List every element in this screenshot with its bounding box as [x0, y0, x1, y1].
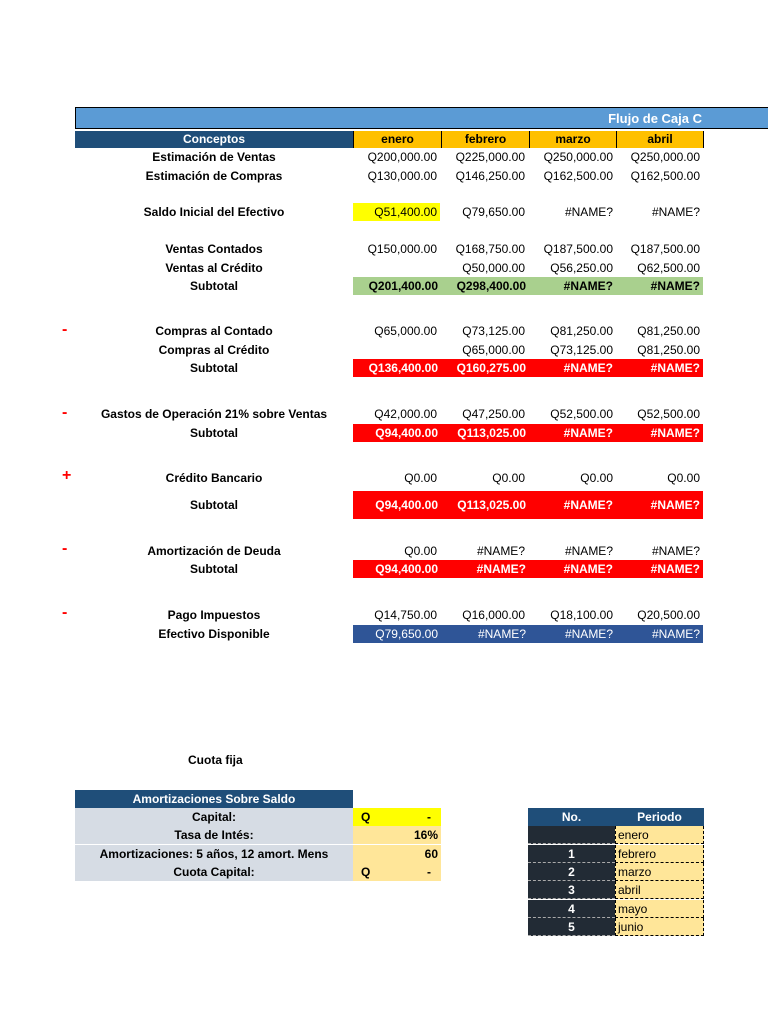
cell-subtotal[interactable]: #NAME? [616, 491, 703, 519]
cell[interactable]: Q65,000.00 [462, 343, 525, 357]
row-label: Estimación de Ventas [152, 150, 276, 164]
header-month[interactable]: marzo [529, 131, 616, 148]
cell[interactable]: Q187,500.00 [630, 242, 700, 256]
cell[interactable]: Q52,500.00 [550, 407, 613, 421]
amort-value: - [427, 865, 431, 879]
cell-subtotal[interactable]: Q136,400.00 [353, 359, 441, 377]
minus-sign: - [62, 604, 68, 621]
cell-total[interactable]: #NAME? [616, 625, 703, 643]
cell[interactable]: Q250,000.00 [543, 150, 613, 164]
header-concepts[interactable]: Conceptos [75, 131, 353, 148]
row-label: Ventas al Crédito [165, 261, 263, 275]
row-label: Subtotal [190, 426, 238, 440]
cell[interactable] [353, 259, 440, 277]
title-bar [75, 107, 768, 129]
cell[interactable]: Q73,125.00 [550, 343, 613, 357]
period-no[interactable]: 1 [528, 845, 615, 863]
cell[interactable]: #NAME? [564, 544, 613, 558]
minus-sign: - [62, 321, 68, 338]
amort-value: - [427, 810, 431, 824]
period-header-no[interactable]: No. [528, 808, 615, 826]
cell[interactable]: #NAME? [564, 205, 613, 219]
cell[interactable]: Q50,000.00 [462, 261, 525, 275]
cell[interactable]: Q73,125.00 [462, 324, 525, 338]
cell[interactable]: Q0.00 [404, 471, 437, 485]
header-month[interactable]: abril [616, 131, 704, 148]
cell[interactable]: Q42,000.00 [374, 407, 437, 421]
cell[interactable]: Q162,500.00 [543, 169, 613, 183]
period-no[interactable]: 2 [528, 863, 615, 881]
cell-total[interactable]: #NAME? [529, 625, 616, 643]
header-month[interactable]: enero [353, 131, 441, 148]
cell-subtotal[interactable]: #NAME? [616, 560, 703, 578]
cell[interactable]: Q0.00 [404, 544, 437, 558]
cell-subtotal[interactable]: #NAME? [616, 277, 703, 295]
row-label: Estimación de Compras [145, 169, 283, 183]
amort-capital-cell[interactable] [353, 808, 441, 826]
row-label: Subtotal [190, 562, 238, 576]
row-label: Subtotal [190, 279, 238, 293]
cell-subtotal[interactable]: #NAME? [529, 277, 616, 295]
amort-label: Amortizaciones: 5 años, 12 amort. Mens [75, 845, 353, 863]
amort-count-cell[interactable]: 60 [353, 845, 441, 863]
amort-cuota-cell[interactable] [353, 863, 441, 881]
amort-label: Capital: [75, 808, 353, 826]
cuota-fija-label: Cuota fija [188, 753, 243, 767]
cell-subtotal[interactable]: Q94,400.00 [353, 424, 441, 442]
cell[interactable]: Q168,750.00 [455, 242, 525, 256]
header-month[interactable]: febrero [441, 131, 529, 148]
row-label: Compras al Contado [155, 324, 273, 338]
row-label: Gastos de Operación 21% sobre Ventas [100, 407, 328, 421]
cell[interactable]: Q81,250.00 [550, 324, 613, 338]
period-header-periodo[interactable]: Periodo [615, 808, 704, 826]
row-label: Subtotal [190, 361, 238, 375]
cell[interactable]: Q56,250.00 [550, 261, 613, 275]
period-no[interactable]: 4 [528, 900, 615, 918]
cell[interactable]: Q200,000.00 [367, 150, 437, 164]
cell[interactable]: Q79,650.00 [462, 205, 525, 219]
cell[interactable]: #NAME? [651, 544, 700, 558]
row-label: Efectivo Disponible [158, 627, 270, 641]
cell[interactable]: Q47,250.00 [462, 407, 525, 421]
minus-sign: - [62, 404, 68, 421]
period-name[interactable]: marzo [615, 863, 704, 881]
cell[interactable]: Q187,500.00 [543, 242, 613, 256]
amort-header: Amortizaciones Sobre Saldo [75, 790, 353, 808]
plus-sign: + [62, 467, 72, 484]
period-no[interactable]: 5 [528, 918, 615, 936]
cell-subtotal[interactable]: Q201,400.00 [353, 277, 441, 295]
cell[interactable]: Q130,000.00 [367, 169, 437, 183]
cell[interactable]: Q146,250.00 [455, 169, 525, 183]
cell-subtotal[interactable]: Q113,025.00 [441, 424, 529, 442]
cell[interactable]: Q18,100.00 [550, 608, 613, 622]
period-name[interactable]: abril [615, 881, 704, 899]
period-name[interactable]: febrero [615, 845, 704, 863]
cell[interactable]: Q52,500.00 [637, 407, 700, 421]
minus-sign: - [62, 540, 68, 557]
cell-subtotal[interactable]: #NAME? [529, 359, 616, 377]
cell[interactable]: Q81,250.00 [637, 343, 700, 357]
cell-subtotal[interactable]: #NAME? [529, 424, 616, 442]
cell-subtotal[interactable]: Q94,400.00 [353, 491, 441, 519]
currency-q: Q [361, 810, 371, 824]
period-no[interactable] [528, 826, 615, 844]
cell-highlight[interactable]: Q51,400.00 [353, 203, 440, 221]
cell[interactable]: Q250,000.00 [630, 150, 700, 164]
amort-label: Tasa de Intés: [75, 826, 353, 844]
cell[interactable]: Q225,000.00 [455, 150, 525, 164]
cell[interactable]: #NAME? [651, 205, 700, 219]
period-name[interactable]: enero [615, 826, 704, 844]
cell-total[interactable]: #NAME? [441, 625, 529, 643]
amort-label: Cuota Capital: [75, 863, 353, 881]
cell[interactable]: Q150,000.00 [367, 242, 437, 256]
cell-subtotal[interactable]: #NAME? [529, 491, 616, 519]
cell-subtotal[interactable]: Q113,025.00 [441, 491, 529, 519]
cell[interactable]: Q62,500.00 [637, 261, 700, 275]
cell-subtotal[interactable]: #NAME? [616, 424, 703, 442]
period-name[interactable]: mayo [615, 900, 704, 918]
cell[interactable]: Q0.00 [667, 471, 700, 485]
cell[interactable]: Q20,500.00 [637, 608, 700, 622]
cell[interactable]: Q14,750.00 [374, 608, 437, 622]
cell-subtotal[interactable]: Q298,400.00 [441, 277, 529, 295]
row-label: Compras al Crédito [158, 343, 270, 357]
cell[interactable]: Q162,500.00 [630, 169, 700, 183]
cell-subtotal[interactable]: Q160,275.00 [441, 359, 529, 377]
cell-subtotal[interactable]: #NAME? [529, 560, 616, 578]
cell-subtotal[interactable]: #NAME? [441, 560, 529, 578]
row-label: Saldo Inicial del Efectivo [143, 205, 285, 219]
cell-total[interactable]: Q79,650.00 [353, 625, 441, 643]
row-label: Amortización de Deuda [147, 544, 281, 558]
amort-tasa-cell[interactable]: 16% [353, 826, 441, 844]
cell[interactable] [353, 341, 440, 359]
cell[interactable]: Q65,000.00 [374, 324, 437, 338]
row-label: Pago Impuestos [167, 608, 261, 622]
cell[interactable]: Q16,000.00 [462, 608, 525, 622]
cell[interactable]: Q81,250.00 [637, 324, 700, 338]
row-label: Crédito Bancario [165, 471, 263, 485]
cell[interactable]: Q0.00 [580, 471, 613, 485]
cell[interactable]: Q0.00 [492, 471, 525, 485]
row-label: Subtotal [190, 498, 238, 512]
period-name[interactable]: junio [615, 918, 704, 936]
row-label: Ventas Contados [165, 242, 263, 256]
sheet-title: Flujo de Caja C [608, 111, 702, 126]
period-no[interactable]: 3 [528, 881, 615, 899]
cell[interactable]: #NAME? [476, 544, 525, 558]
currency-q: Q [361, 865, 371, 879]
cell-subtotal[interactable]: Q94,400.00 [353, 560, 441, 578]
cell-subtotal[interactable]: #NAME? [616, 359, 703, 377]
